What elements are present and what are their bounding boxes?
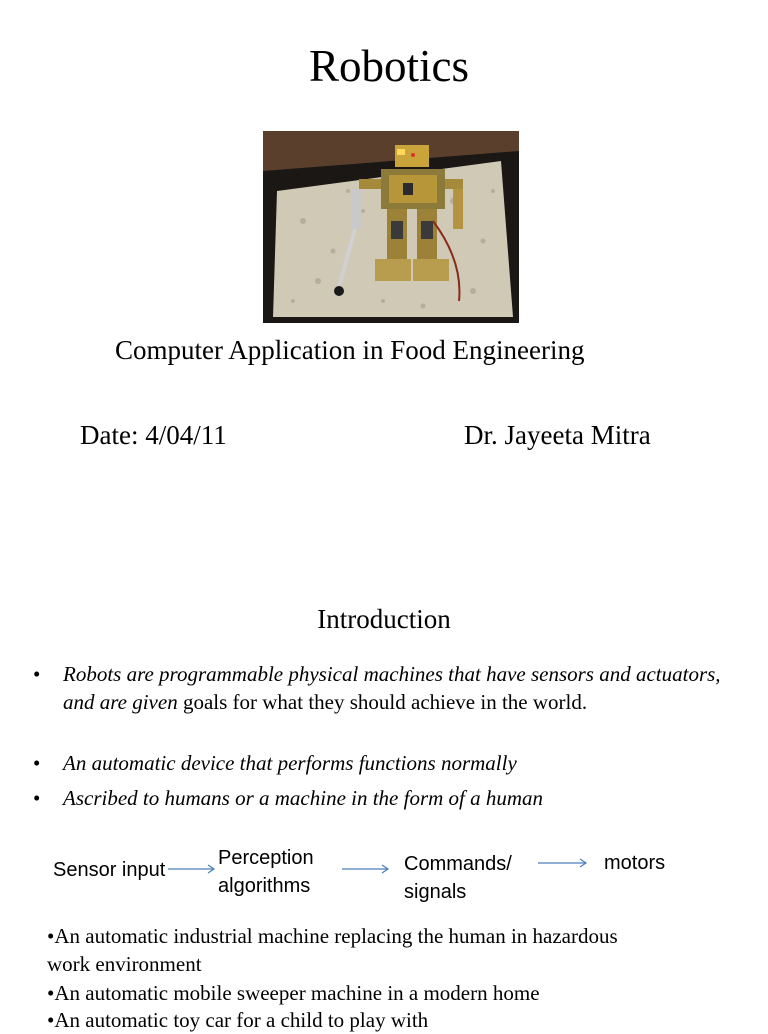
bullet-marker: • xyxy=(33,662,41,686)
slide-title: Robotics xyxy=(308,41,469,91)
bullet-item xyxy=(33,784,723,812)
flow-perception-line2: algorithms xyxy=(218,875,311,897)
robot-photo xyxy=(263,131,519,323)
flow-arrow-icon xyxy=(168,862,218,876)
example-item: •An automatic mobile sweeper machine in a modern home xyxy=(47,981,540,1005)
robot-illustration xyxy=(263,131,519,323)
flow-motors: motors xyxy=(604,852,666,874)
bullet-item xyxy=(33,749,723,777)
flow-commands-line1: Commands/ xyxy=(404,853,512,875)
bullet-marker: • xyxy=(33,751,41,775)
example-item: •An automatic toy car for a child to play with xyxy=(47,1008,429,1032)
bullet-marker: • xyxy=(33,786,41,810)
bullet-text xyxy=(63,784,723,812)
bullet-text xyxy=(63,660,723,716)
flow-commands-signals xyxy=(404,850,512,906)
example-item-continuation: work environment xyxy=(47,952,202,976)
bullet-italic-text: Ascribed to humans or a machine in the form of a human xyxy=(63,786,544,810)
bullet-text xyxy=(63,749,723,777)
bullet-italic-text: An automatic device that performs functions normally xyxy=(63,751,517,775)
flow-perception-algorithms xyxy=(218,844,314,900)
example-item: •An automatic industrial machine replacing the human in hazardous xyxy=(47,924,618,948)
bullet-normal-text: goals for what they should achieve in the world. xyxy=(177,690,588,714)
presentation-date: Date: 4/04/11 xyxy=(80,420,227,450)
slide-subtitle: Computer Application in Food Engineering xyxy=(115,335,585,365)
flow-sensor-input: Sensor input xyxy=(53,859,166,881)
flow-arrow-icon xyxy=(342,862,392,876)
presenter-name: Dr. Jayeeta Mitra xyxy=(464,420,651,450)
flow-perception-line1: Perception xyxy=(218,847,314,869)
section-heading: Introduction xyxy=(317,604,451,634)
bullet-italic-text: Robots are programmable physical machines that have sensors and actuators, and are given xyxy=(63,662,721,714)
flow-arrow-icon xyxy=(538,856,590,870)
bullet-item xyxy=(33,660,723,716)
flow-commands-line2: signals xyxy=(404,881,467,903)
